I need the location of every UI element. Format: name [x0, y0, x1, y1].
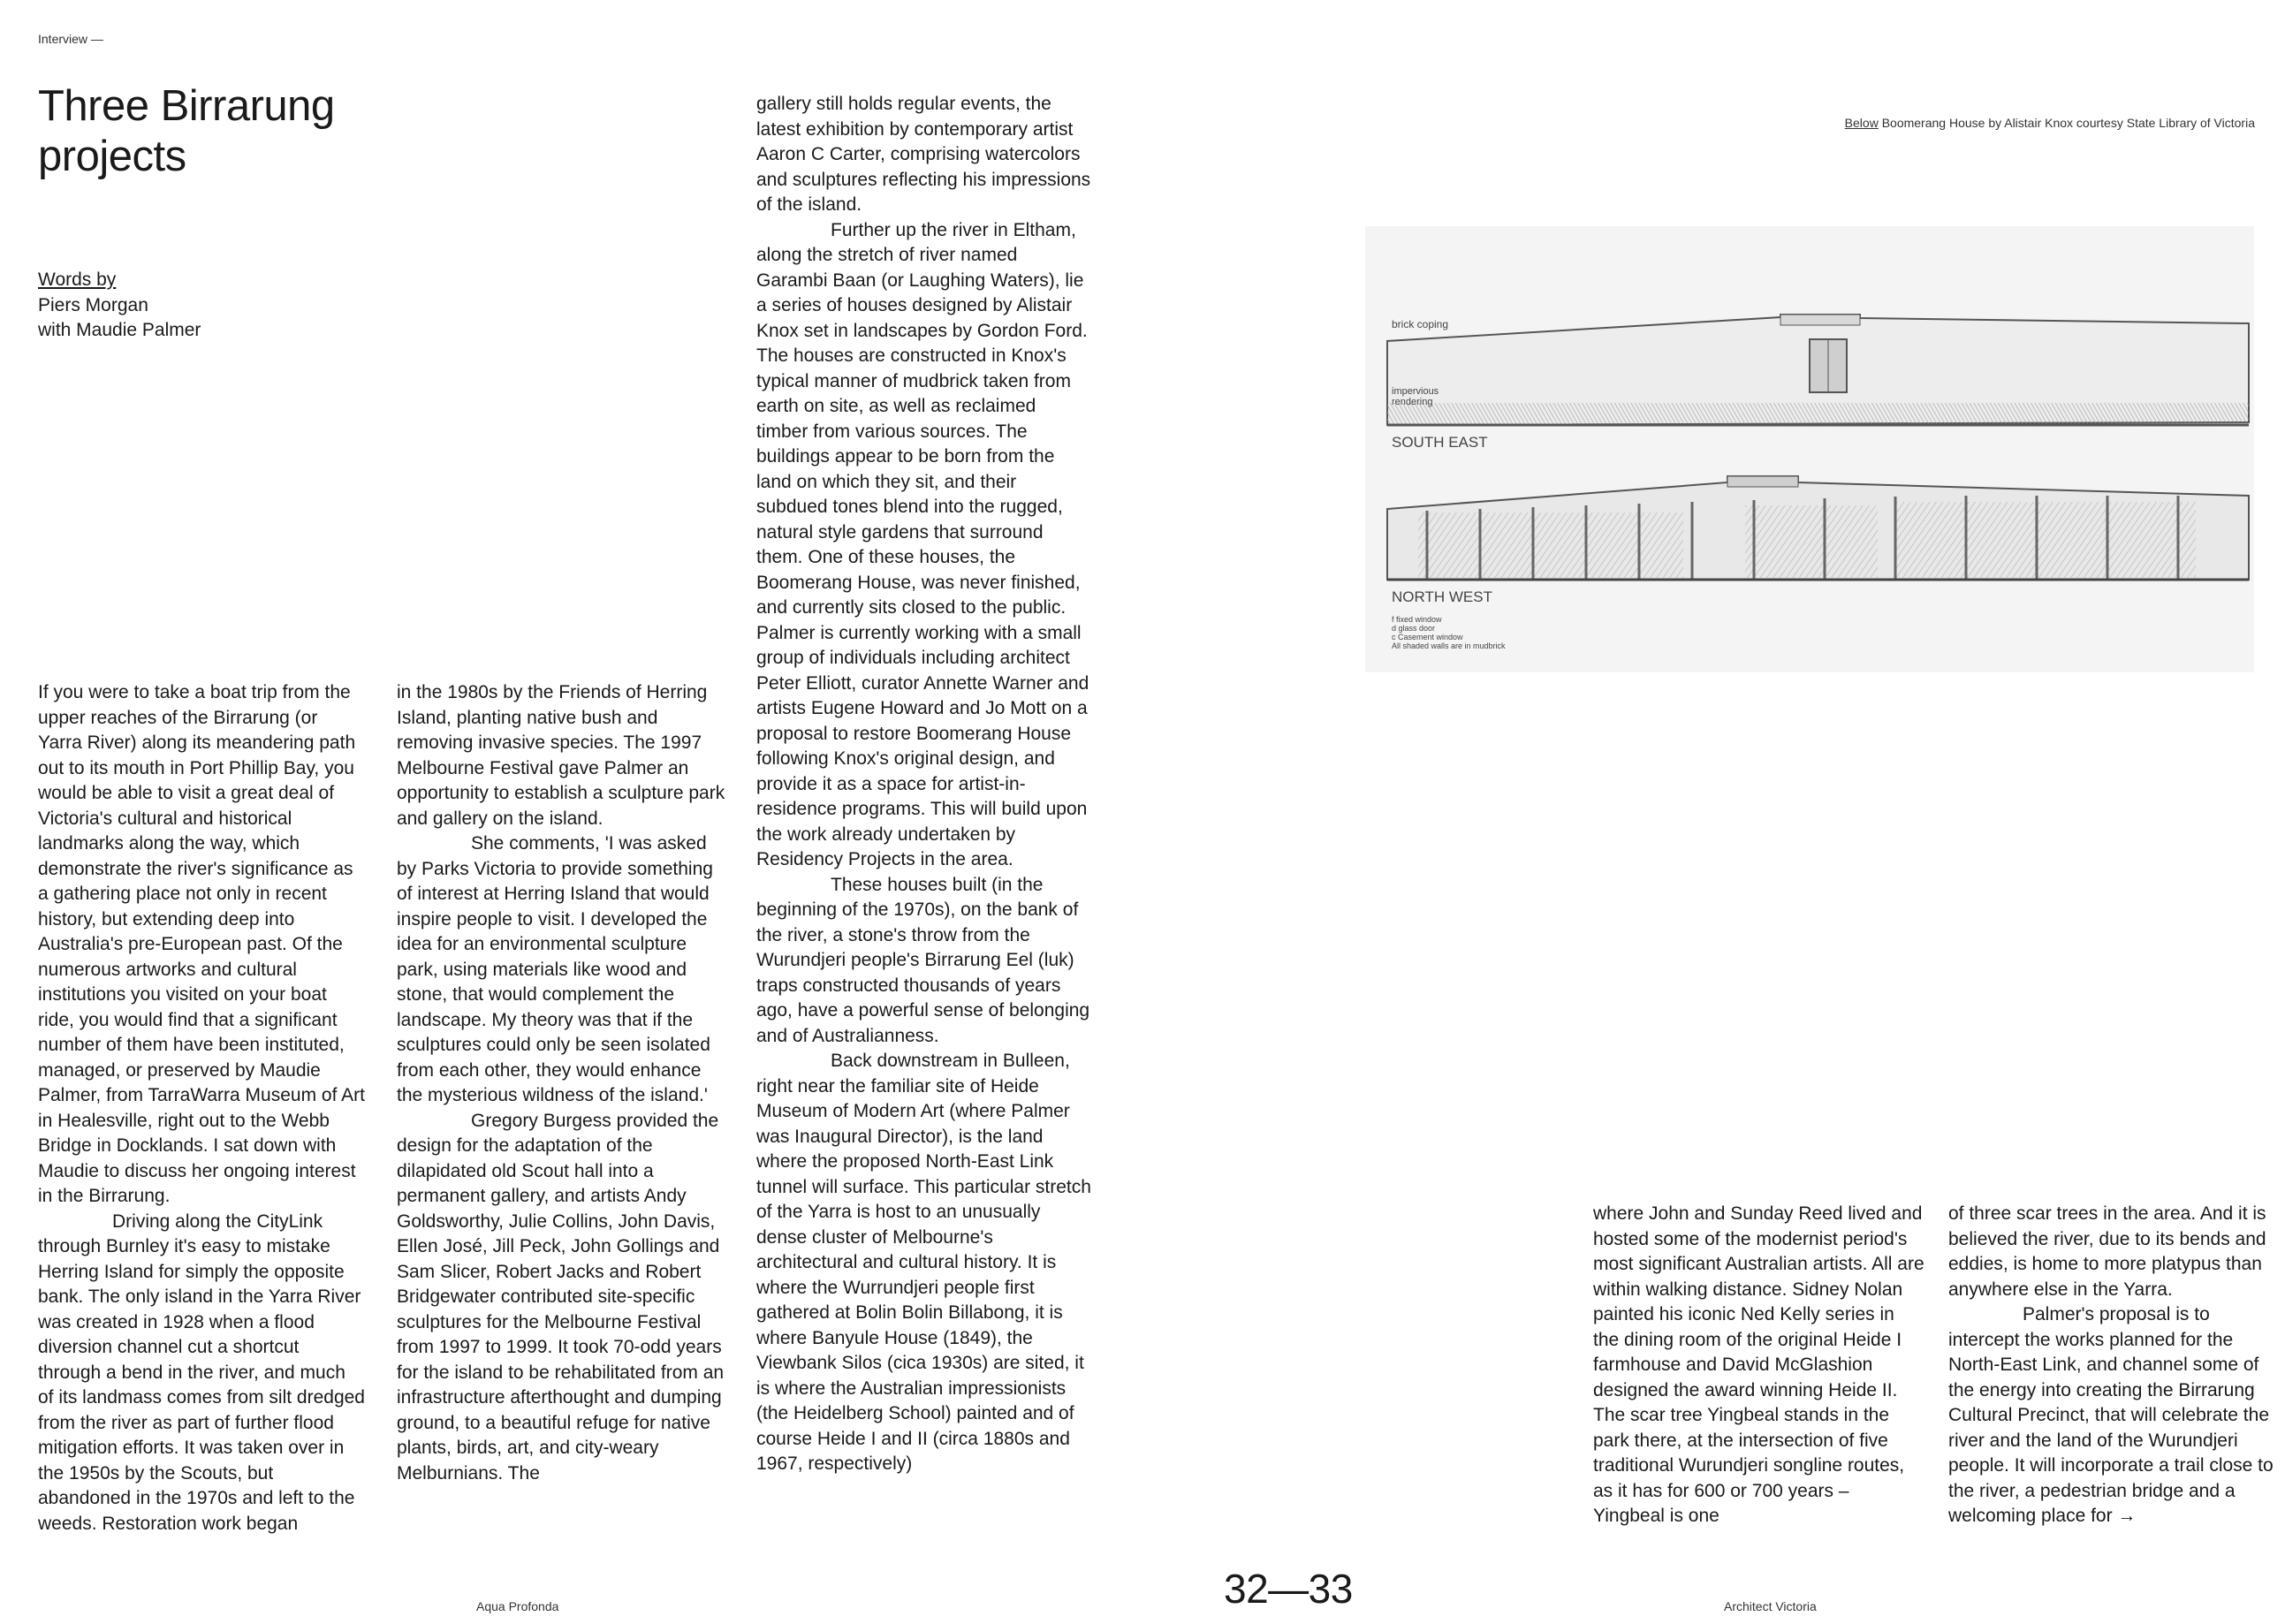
paragraph: in the 1980s by the Friends of Herring Island, planting native bush and removing invasive species. The 1997 Melbourne Festival gave Palmer an opportunity to establish a sculpture park and gallery on the island. [397, 682, 725, 829]
legend-line-3: c Casement window [1392, 633, 1463, 641]
label-south-east: SOUTH EAST [1392, 434, 1488, 451]
paragraph: Palmer's proposal is to intercept the works planned for the North-East Link, and channel some of the energy into creating the Birrarung Cultural Precinct, that will celebrate the river and the land of the Wurundjeri people. It will incorporate a trail close to the river, a pedestrian bridge and a welcoming place for → [1948, 1304, 2274, 1526]
paragraph: of three scar trees in the area. And it is believed the river, due to its bends and eddies, is home to more platypus than anywhere else in the Yarra. [1948, 1203, 2266, 1300]
byline [38, 268, 201, 344]
label-north-west: NORTH WEST [1392, 588, 1492, 605]
page-numbers: 32—33 [1224, 1566, 1353, 1612]
paragraph: Further up the river in Eltham, along the stretch of river named Garambi Baan (or Laughing Waters), lie a series of houses designed by Alistair Knox set in landscapes by Gordon Ford. The houses are constructed in Knox's typical manner of mudbrick taken from earth on site, as well as reclaimed timber from various sources. The buildings appear to be born from the land on which they sit, and their subdued tones blend into the rugged, natural style gardens that surround them. One of these houses, the Boomerang House, was never finished, and currently sits closed to the public. Palmer is currently working with a small group of individuals including architect Peter Elliott, curator Annette Warner and artists Eugene Howard and Jo Mott on a proposal to restore Boomerang House following Knox's original design, and provide it as a space for artist-in-residence programs. This will build upon the work already undertaken by Residency Projects in the area. [756, 219, 1089, 869]
title-line-2: projects [38, 133, 186, 180]
author-name: Piers Morgan [38, 294, 148, 315]
legend-line-2: d glass door [1392, 624, 1436, 633]
credits-label: Words by [38, 269, 117, 290]
paragraph: Back downstream in Bulleen, right near the familiar site of Heide Museum of Modern Art (where Palmer was Inaugural Director), is the land where the proposed North-East Link tunnel will surface. This particular stretch of the Yarra is host to an unusually dense cluster of Melbourne's architectural and cultural history. It is where the Wurrundjeri people first gathered at Bolin Bolin Billabong, it is where Banyule House (1849), the Viewbank Silos (cica 1930s) are sited, it is where the Australian impressionists (the Heidelberg School) painted and of course Heide I and II (circa 1880s and 1967, respectively) [756, 1051, 1091, 1474]
text-column-3 [756, 92, 1092, 1477]
legend-line-1: f fixed window [1392, 615, 1442, 624]
title-line-1: Three Birrarung [38, 82, 335, 130]
paragraph: Gregory Burgess provided the design for the adaptation of the dilapidated old Scout hall into a permanent gallery, and artists Andy Goldsworthy, Julie Collins, John Davis, Ellen José, Jill Peck, John Gollings and Sam Slicer, Robert Jacks and Robert Bridgewater contributed site-specific sculptures for the Melbourne Festival from 1997 to 1999. It took 70-odd years for the island to be rehabilitated from an infrastructure afterthought and dumping ground, to a beautiful refuge for native plants, birds, art, and city-weary Melburnians. The [397, 1110, 725, 1484]
footer-left: Aqua Profonda [476, 1599, 559, 1613]
text-column-2 [397, 680, 725, 1486]
label-rendering: rendering [1392, 397, 1433, 407]
paragraph: These houses built (in the beginning of the 1970s), on the bank of the river, a stone's throw from the Wurundjeri people's Birrarung Eel (luk) traps constructed thousands of years ago, have a powerful sense of belonging and of Australianness. [756, 874, 1090, 1046]
paragraph: Driving along the CityLink through Burnley it's easy to mistake Herring Island for simply the opposite bank. The only island in the Yarra River was created in 1928 when a flood diversion channel cut a shortcut through a bend in the river, and much of its landmass comes from silt dredged from the river as part of further flood mitigation efforts. It was taken over in the 1950s by the Scouts, but abandoned in the 1970s and left to the weeds. Restoration work began [38, 1210, 365, 1534]
paragraph: where John and Sunday Reed lived and hosted some of the modernist period's most significant Australian artists. All are within walking distance. Sidney Nolan painted his iconic Ned Kelly series in the dining room of the original Heide I farmhouse and David McGlashion designed the award winning Heide II. The scar tree Yingbeal stands in the park there, at the intersection of five traditional Wurundjeri songline routes, as it has for 600 or 700 years – Yingbeal is one [1593, 1203, 1924, 1526]
article-title [38, 81, 480, 182]
label-impervious: impervious [1392, 386, 1439, 397]
section-label: Interview — [38, 32, 103, 46]
caption-label: Below [1844, 116, 1879, 130]
paragraph: gallery still holds regular events, the latest exhibition by contemporary artist Aaron C Carter, comprising watercolors and sculptures reflecting his impressions of the island. [756, 94, 1091, 215]
boomerang-house-elevation-drawing [1365, 226, 2254, 672]
text-column-4 [1593, 1202, 1924, 1529]
legend-line-4: All shaded walls are in mudbrick [1392, 641, 1506, 650]
paragraph: If you were to take a boat trip from the upper reaches of the Birrarung (or Yarra River) along its meandering path out to its mouth in Port Phillip Bay, you would be able to visit a great deal of Victoria's cultural and historical landmarks along the way, which demonstrate the river's significance as a gathering place not only in recent history, but extending deep into Australia's pre-European past. Of the numerous artworks and cultural institutions you visited on your boat ride, you would find that a significant number of them have been instituted, managed, or preserved by Maudie Palmer, from TarraWarra Museum of Art in Healesville, right out to the Webb Bridge in Docklands. I sat down with Maudie to discuss her ongoing interest in the Birrarung. [38, 682, 365, 1206]
text-column-5 [1948, 1202, 2280, 1529]
coauthor-name: with Maudie Palmer [38, 320, 201, 340]
label-brick-coping: brick coping [1392, 318, 1449, 330]
image-caption [1175, 116, 2255, 130]
paragraph: She comments, 'I was asked by Parks Victoria to provide something of interest at Herring Island that would inspire people to visit. I developed the idea for an environmental sculpture park, using materials like wood and stone, that would complement the landscape. My theory was that if the sculptures could only be seen isolated from each other, they would enhance the mysterious wildness of the island.' [397, 833, 713, 1105]
caption-text: Boomerang House by Alistair Knox courtesy State Library of Victoria [1878, 116, 2255, 130]
text-column-1 [38, 680, 365, 1537]
footer-right: Architect Victoria [1724, 1599, 1817, 1613]
